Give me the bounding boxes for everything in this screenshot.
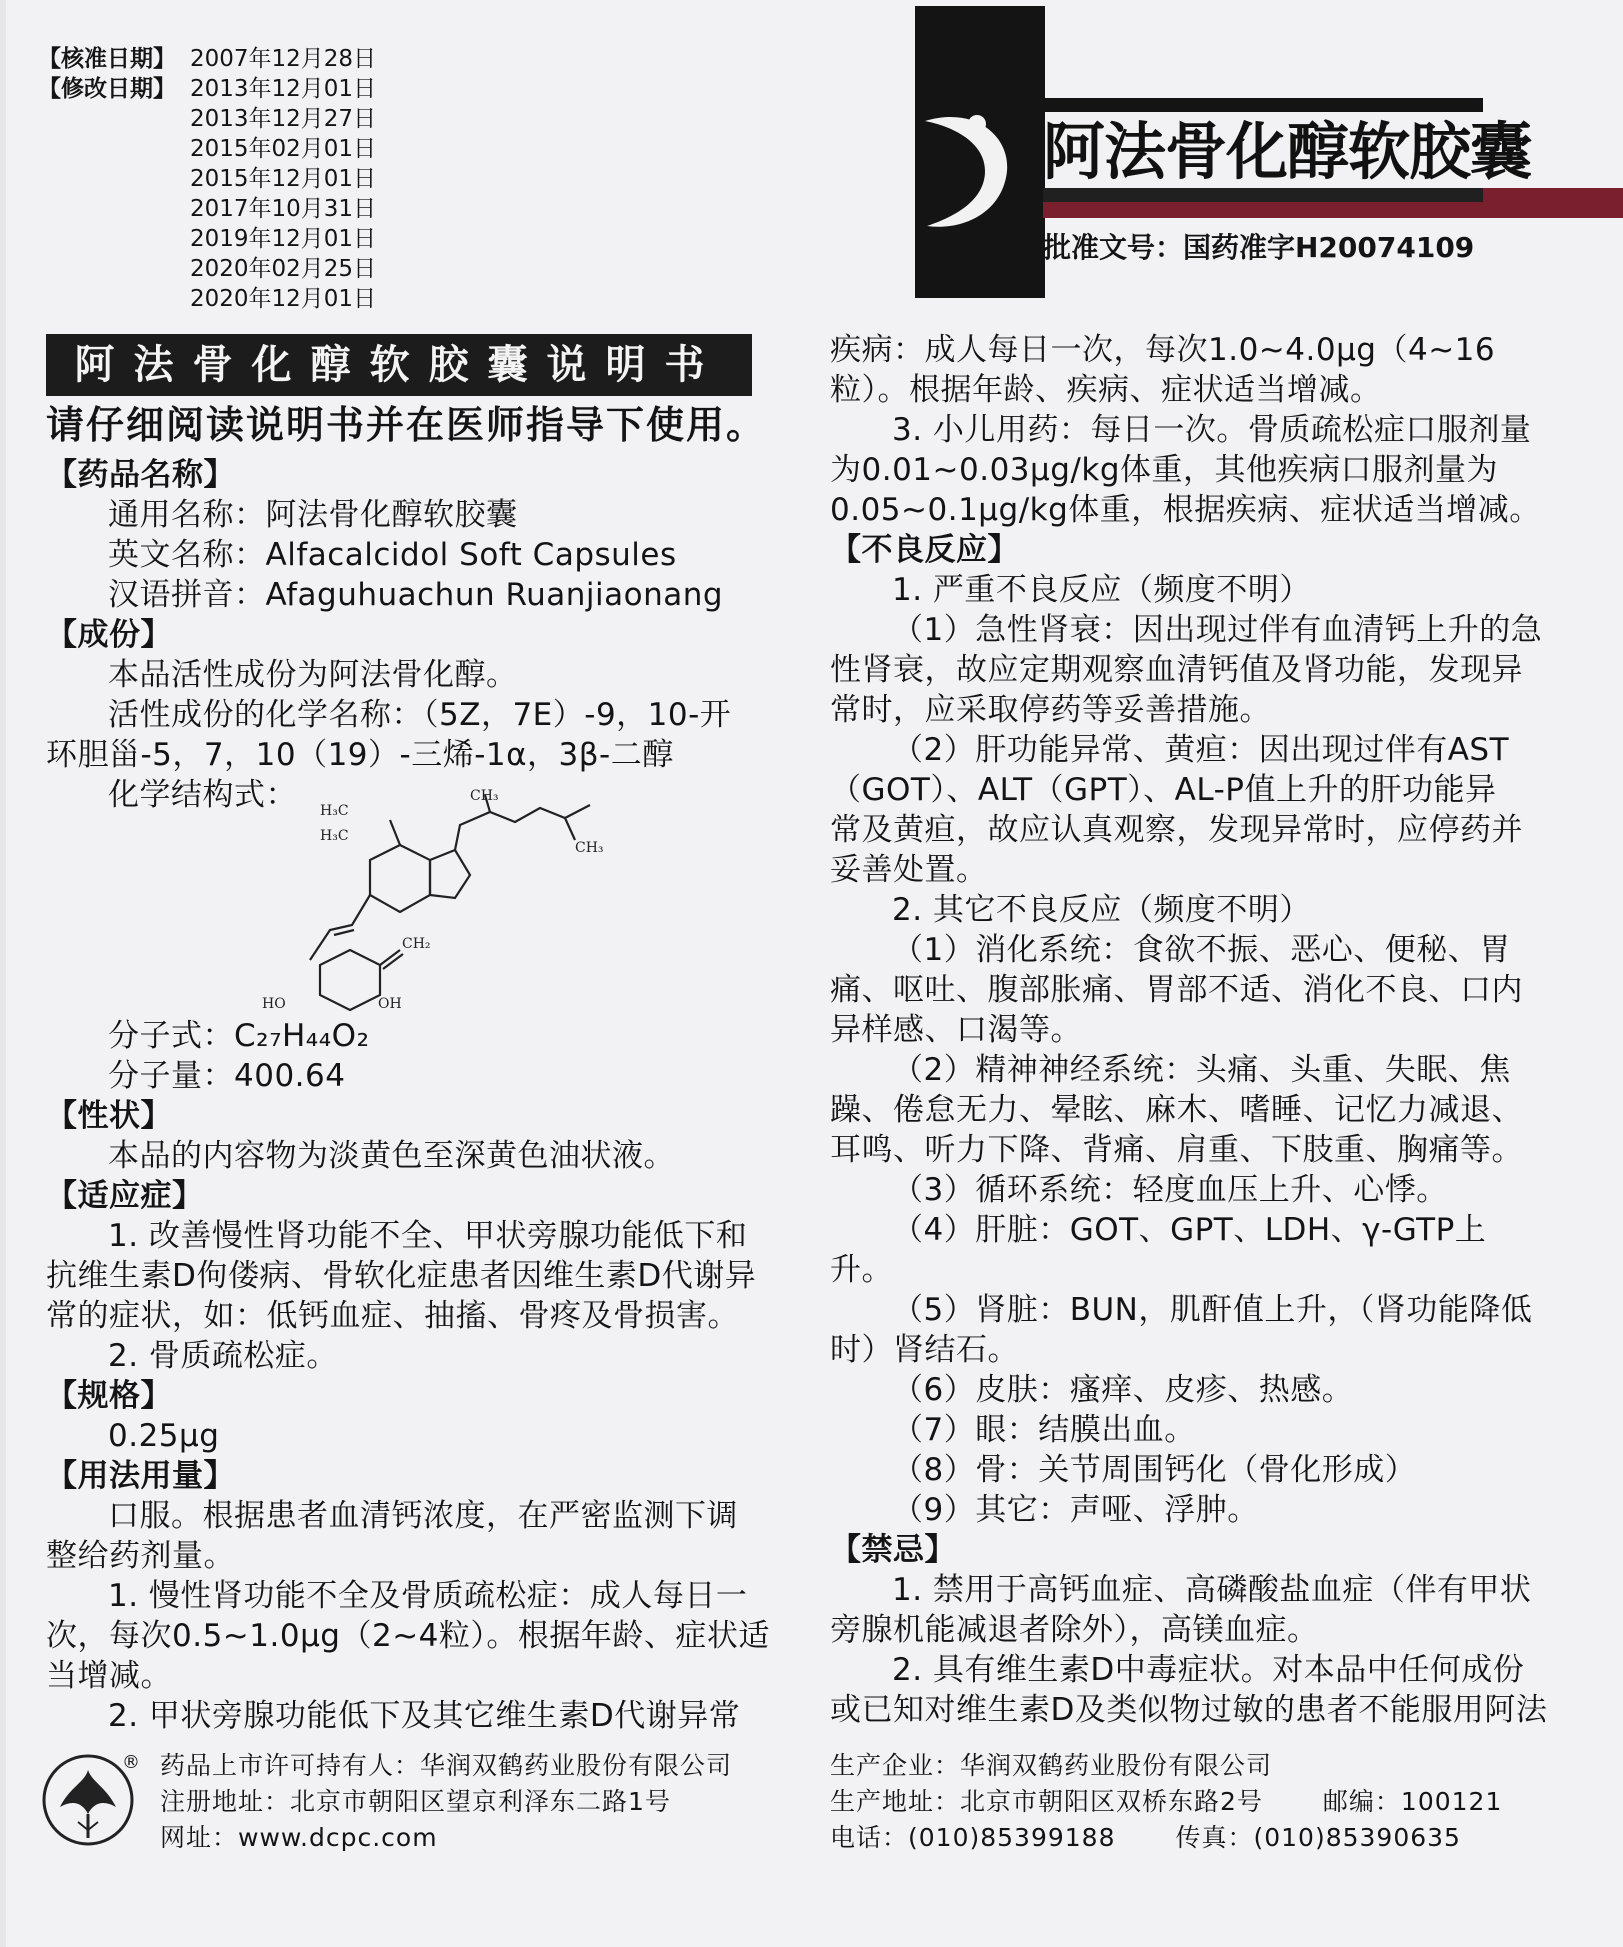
structure-label: CH₃ — [470, 788, 499, 804]
adverse-text: （2）精神神经系统：头痛、头重、失眠、焦 — [892, 1052, 1511, 1088]
approval-number: 批准文号：国药准字H20074109 — [1043, 231, 1475, 264]
left-column — [46, 455, 776, 815]
adverse-text: 常及黄疸，故应认真观察，发现异常时，应停药并 — [830, 812, 1523, 848]
adverse-text: 时）肾结石。 — [830, 1332, 1019, 1368]
adverse-text: （9）其它：声哑、浮肿。 — [892, 1492, 1259, 1528]
adverse-text: 躁、倦怠无力、晕眩、麻木、嗜睡、记忆力减退、 — [830, 1092, 1523, 1128]
usage-text: 粒）。根据年龄、疾病、症状适当增减。 — [830, 372, 1382, 408]
adverse-text: （1）急性肾衰：因出现过伴有血清钙上升的急 — [892, 612, 1543, 648]
adverse-text: 2. 其它不良反应（频度不明） — [892, 892, 1311, 928]
structure-label: HO — [262, 996, 286, 1012]
adverse-text: （3）循环系统：轻度血压上升、心悸。 — [892, 1172, 1448, 1208]
usage-notice: 请仔细阅读说明书并在医师指导下使用。 — [46, 403, 767, 447]
fax: 传真：(010)85390635 — [1175, 1823, 1461, 1852]
adverse-text: （7）眼：结膜出血。 — [892, 1412, 1196, 1448]
adverse-text: 1. 严重不良反应（频度不明） — [892, 572, 1311, 608]
usage-text: 疾病：成人每日一次，每次1.0~4.0μg（4~16 — [830, 332, 1496, 368]
adverse-text: 升。 — [830, 1252, 893, 1288]
section-heading-contra: 【禁忌】 — [830, 1532, 956, 1568]
revision-date: 2019年12月01日 — [190, 226, 377, 252]
usage-text: 3. 小儿用药：每日一次。骨质疏松症口服剂量 — [892, 412, 1532, 448]
revision-date: 2015年12月01日 — [190, 166, 377, 192]
website: 网址：www.dcpc.com — [160, 1823, 438, 1852]
adverse-text: （8）骨：关节周围钙化（骨化形成） — [892, 1452, 1417, 1488]
section-heading-composition: 【成份】 — [46, 617, 172, 653]
right-column — [830, 330, 1560, 1730]
brand-name: 阿法骨化醇软胶囊 — [1043, 115, 1532, 188]
adverse-text: （1）消化系统：食欲不振、恶心、便秘、胃 — [892, 932, 1511, 968]
section-heading-indication: 【适应症】 — [46, 1178, 204, 1214]
section-heading-character: 【性状】 — [46, 1098, 172, 1134]
approval-date-label: 【核准日期】 — [38, 46, 176, 72]
character-text: 本品的内容物为淡黄色至深黄色油状液。 — [108, 1138, 675, 1174]
composition-text: 本品活性成份为阿法骨化醇。 — [108, 657, 518, 693]
section-heading-adverse: 【不良反应】 — [830, 532, 1019, 568]
brand-accent-bar — [1043, 188, 1623, 218]
structure-label: OH — [378, 996, 402, 1012]
usage-text: 次，每次0.5~1.0μg（2~4粒）。根据年龄、症状适 — [46, 1618, 770, 1654]
indication-text: 常的症状，如：低钙血症、抽搐、骨疼及骨损害。 — [46, 1298, 739, 1334]
revision-date-label: 【修改日期】 — [38, 76, 176, 102]
adverse-text: 痛、呕吐、腹部胀痛、胃部不适、消化不良、口内 — [830, 972, 1523, 1008]
approval-date: 2007年12月28日 — [190, 46, 377, 72]
adverse-text: 妥善处置。 — [830, 852, 988, 888]
adverse-text: （4）肝脏：GOT、GPT、LDH、γ-GTP上 — [892, 1212, 1487, 1248]
revision-date: 2013年12月27日 — [190, 106, 377, 132]
postcode: 邮编：100121 — [1322, 1787, 1503, 1816]
production-address: 生产地址：北京市朝阳区双桥东路2号 — [830, 1787, 1263, 1816]
composition-text: 化学结构式： — [108, 777, 297, 813]
adverse-text: （GOT）、ALT（GPT）、AL-P值上升的肝功能异 — [830, 772, 1497, 808]
section-heading-usage: 【用法用量】 — [46, 1458, 235, 1494]
adverse-text: （2）肝功能异常、黄疸：因出现过伴有AST — [892, 732, 1510, 768]
revision-date: 2013年12月01日 — [190, 76, 377, 102]
spec-text: 0.25μg — [108, 1418, 220, 1454]
contra-text: 1. 禁用于高钙血症、高磷酸盐血症（伴有甲状 — [892, 1572, 1532, 1608]
marketing-authorization-holder: 药品上市许可持有人：华润双鹤药业股份有限公司 — [160, 1751, 733, 1780]
phone: 电话：(010)85399188 — [830, 1823, 1116, 1852]
usage-text: 0.05~0.1μg/kg体重，根据疾病、症状适当增减。 — [830, 492, 1541, 528]
indication-text: 1. 改善慢性肾功能不全、甲状旁腺功能低下和 — [108, 1218, 748, 1254]
structure-label: H₃C — [320, 828, 349, 844]
english-name: 英文名称：Alfacalcidol Soft Capsules — [108, 537, 677, 573]
revision-dates — [38, 44, 376, 314]
usage-text: 为0.01~0.03μg/kg体重，其他疾病口服剂量为 — [830, 452, 1498, 488]
molecular-formula: 分子式：C₂₇H₄₄O₂ — [108, 1018, 370, 1054]
usage-text: 口服。根据患者血清钙浓度，在严密监测下调 — [108, 1498, 738, 1534]
revision-date: 2017年10月31日 — [190, 196, 377, 222]
section-heading-spec: 【规格】 — [46, 1378, 172, 1414]
composition-text: 环胆甾-5，7，10（19）-三烯-1α，3β-二醇 — [46, 737, 674, 773]
adverse-text: （5）肾脏：BUN，肌酐值上升，（肾功能降低 — [892, 1292, 1533, 1328]
left-column-lower — [46, 1016, 776, 1736]
adverse-text: （6）皮肤：瘙痒、皮疹、热感。 — [892, 1372, 1354, 1408]
structure-label: H₃C — [320, 803, 349, 819]
usage-text: 整给药剂量。 — [46, 1538, 235, 1574]
registered-address: 注册地址：北京市朝阳区望京利泽东二路1号 — [160, 1787, 671, 1816]
structure-label: CH₃ — [575, 840, 604, 856]
contra-text: 旁腺机能减退者除外），高镁血症。 — [830, 1612, 1319, 1648]
structure-label: CH₂ — [402, 936, 431, 952]
chemical-structure-diagram — [262, 788, 620, 1020]
footer-right — [830, 1748, 1502, 1856]
molecular-weight: 分子量：400.64 — [108, 1058, 346, 1094]
pinyin-name: 汉语拼音：Afaguhuachun Ruanjiaonang — [108, 577, 724, 613]
indication-text: 抗维生素D佝偻病、骨软化症患者因维生素D代谢异 — [46, 1258, 757, 1294]
adverse-text: 耳鸣、听力下降、背痛、肩重、下肢重、胸痛等。 — [830, 1132, 1523, 1168]
composition-text: 活性成份的化学名称：（5Z，7E）-9，10-开 — [108, 697, 732, 733]
usage-text: 1. 慢性肾功能不全及骨质疏松症：成人每日一 — [108, 1578, 748, 1614]
adverse-text: 性肾衰，故应定期观察血清钙值及肾功能，发现异 — [830, 652, 1523, 688]
brand-logo-block — [915, 6, 1045, 298]
brand-bar — [1043, 98, 1483, 112]
manufacturer: 生产企业：华润双鹤药业股份有限公司 — [830, 1751, 1273, 1780]
generic-name: 通用名称：阿法骨化醇软胶囊 — [108, 497, 518, 533]
footer-left — [160, 1748, 732, 1856]
page-title: 阿法骨化醇软胶囊说明书 — [46, 334, 752, 396]
contra-text: 或已知对维生素D及类似物过敏的患者不能服用阿法 — [830, 1692, 1548, 1728]
adverse-text: 异样感、口渴等。 — [830, 1012, 1082, 1048]
usage-text: 当增减。 — [46, 1658, 172, 1694]
revision-date: 2015年02月01日 — [190, 136, 377, 162]
indication-text: 2. 骨质疏松症。 — [108, 1338, 338, 1374]
adverse-text: 常时，应采取停药等妥善措施。 — [830, 692, 1271, 728]
section-heading-name: 【药品名称】 — [46, 457, 235, 493]
brand-swoosh-icon — [915, 6, 1045, 298]
revision-date: 2020年02月25日 — [190, 256, 377, 282]
usage-text: 2. 甲状旁腺功能低下及其它维生素D代谢异常 — [108, 1698, 741, 1734]
contra-text: 2. 具有维生素D中毒症状。对本品中任何成份 — [892, 1652, 1525, 1688]
registered-mark: ® — [122, 1752, 140, 1773]
revision-date: 2020年12月01日 — [190, 286, 377, 312]
